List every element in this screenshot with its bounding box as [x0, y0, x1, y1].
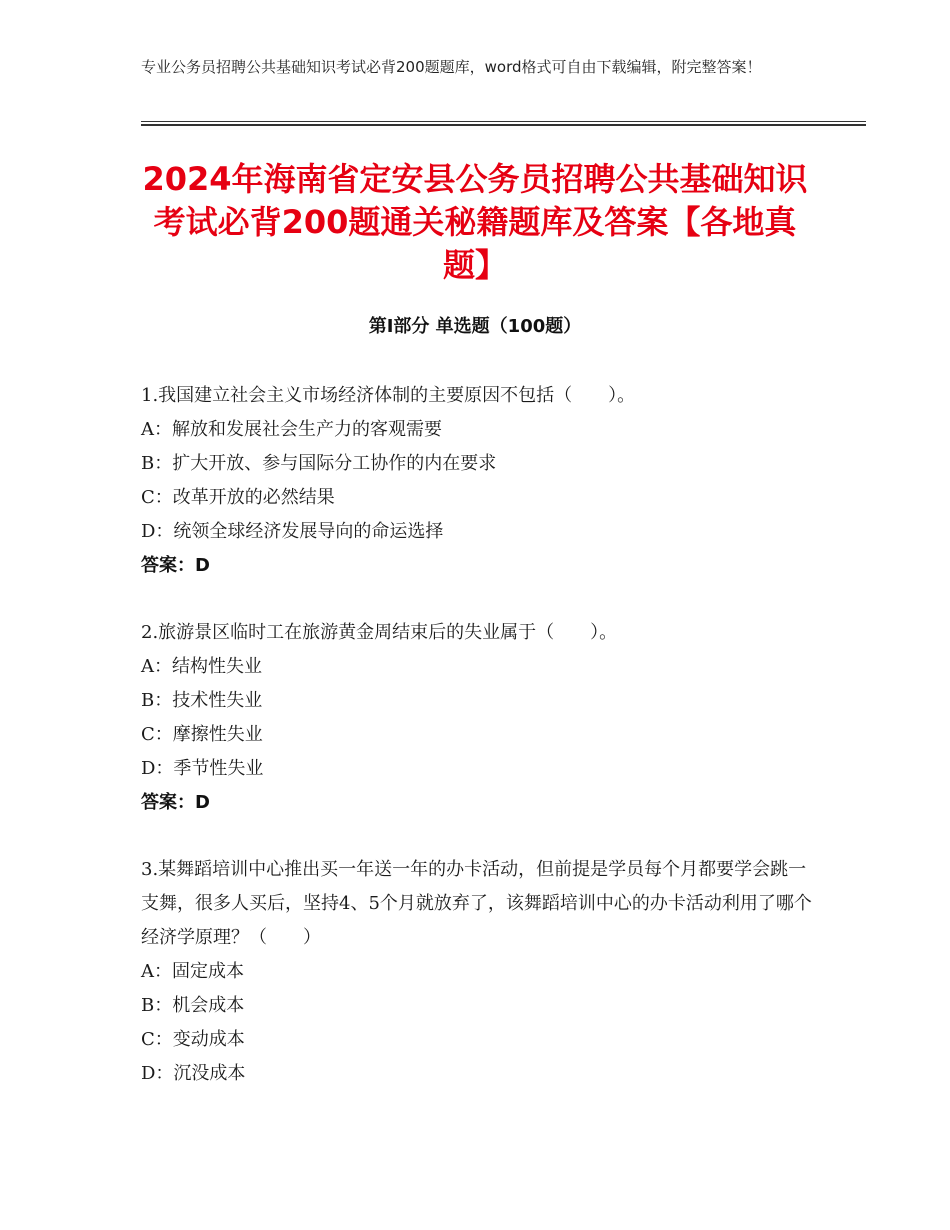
document-title: 2024年海南省定安县公务员招聘公共基础知识考试必背200题通关秘籍题库及答案【各地真题】 — [142, 160, 808, 284]
header-note: 专业公务员招聘公共基础知识考试必背200题题库，word格式可自由下载编辑，附完整答案！ — [141, 58, 762, 76]
option-c: C：摩擦性失业 — [141, 724, 263, 745]
option-d: D：季节性失业 — [141, 758, 264, 779]
option-a: A：结构性失业 — [141, 656, 262, 677]
option-d: D：沉没成本 — [141, 1063, 246, 1084]
option-b: B：技术性失业 — [141, 690, 263, 711]
option-a: A：解放和发展社会生产力的客观需要 — [141, 419, 442, 440]
question-stem: 3.某舞蹈培训中心推出买一年送一年的办卡活动，但前提是学员每个月都要学会跳一支舞，很多人买后，坚持4、5个月就放弃了，该舞蹈培训中心的办卡活动利用了哪个经济学原理？（ ） — [141, 859, 812, 948]
option-b: B：机会成本 — [141, 995, 245, 1016]
section-heading: 第Ⅰ部分 单选题（100题） — [368, 316, 582, 337]
answer: 答案：D — [141, 792, 210, 813]
question-item — [141, 379, 813, 583]
option-b: B：扩大开放、参与国际分工协作的内在要求 — [141, 453, 497, 474]
question-stem: 2.旅游景区临时工在旅游黄金周结束后的失业属于（ ）。 — [141, 622, 618, 643]
header-divider-thin — [141, 121, 866, 122]
option-a: A：固定成本 — [141, 961, 244, 982]
answer: 答案：D — [141, 555, 210, 576]
header-divider-thick — [141, 124, 866, 126]
question-item — [141, 616, 813, 820]
question-stem: 1.我国建立社会主义市场经济体制的主要原因不包括（ ）。 — [141, 385, 636, 406]
question-item — [141, 853, 813, 1091]
question-list — [141, 379, 813, 1124]
option-c: C：变动成本 — [141, 1029, 245, 1050]
option-c: C：改革开放的必然结果 — [141, 487, 335, 508]
option-d: D：统领全球经济发展导向的命运选择 — [141, 521, 444, 542]
